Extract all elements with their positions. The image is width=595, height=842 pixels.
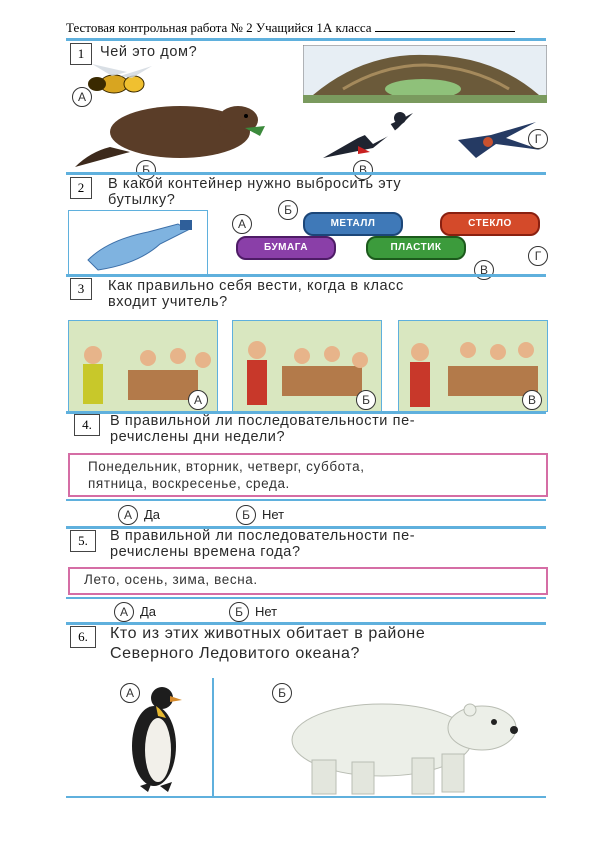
q3-question-line1: Как правильно себя вести, когда в класс (108, 278, 404, 294)
q2-option-a[interactable]: А (232, 214, 252, 234)
plastic-bottle-image (68, 210, 208, 276)
q5-option-b[interactable]: Б (229, 602, 249, 622)
q3-option-v[interactable]: В (522, 390, 542, 410)
q2-question-line1: В какой контейнер нужно выбросить эту (108, 176, 402, 192)
q6-number: 6. (70, 626, 96, 648)
q1-option-a[interactable]: А (72, 87, 92, 107)
q3-question-line2: входит учитель? (108, 294, 228, 310)
q6-separator (212, 678, 214, 796)
anthill-image (303, 45, 547, 103)
q5-option-b-text[interactable]: Нет (255, 604, 278, 619)
q4-number: 4. (74, 414, 100, 436)
beaver-image (70, 92, 270, 172)
q2-option-g[interactable]: Г (528, 246, 548, 266)
q1-option-g[interactable]: Г (528, 129, 548, 149)
q4-question-line1: В правильной ли последовательности пе- (110, 413, 416, 429)
q5-option-a[interactable]: А (114, 602, 134, 622)
q4-bottom-divider (66, 499, 546, 501)
q5-bottom-divider (66, 597, 546, 599)
header-text: Тестовая контрольная работа № 2 Учащийся 1А класса (66, 20, 372, 35)
q6-question-line1: Кто из этих животных обитает в районе (110, 625, 426, 642)
worksheet-header (66, 20, 546, 36)
penguin-image (118, 682, 188, 794)
page-bottom-divider (66, 796, 546, 798)
q5-question-line2: речислены времена года? (110, 544, 301, 560)
q1-option-v[interactable]: В (353, 160, 373, 180)
q3-divider (66, 274, 546, 277)
q1-divider (66, 38, 546, 41)
bin-glass[interactable]: СТЕКЛО (440, 212, 540, 236)
q6-option-b[interactable]: Б (272, 683, 292, 703)
bin-plastic[interactable]: ПЛАСТИК (366, 236, 466, 260)
q2-option-v[interactable]: В (474, 260, 494, 280)
q4-option-a-text[interactable]: Да (144, 507, 161, 522)
bin-metal[interactable]: МЕТАЛЛ (303, 212, 403, 236)
q5-question-line1: В правильной ли последовательности пе- (110, 528, 416, 544)
bin-paper[interactable]: БУМАГА (236, 236, 336, 260)
q5-option-a-text[interactable]: Да (140, 604, 157, 619)
q2-option-b[interactable]: Б (278, 200, 298, 220)
q4-box-line1: Понедельник, вторник, четверг, суббота, (88, 459, 365, 474)
q2-question-line2: бутылку? (108, 192, 176, 208)
q3-option-a[interactable]: А (188, 390, 208, 410)
q4-question-line2: речислены дни недели? (110, 429, 286, 445)
polar-bear-image (272, 688, 522, 796)
q4-option-b-text[interactable]: Нет (262, 507, 285, 522)
q6-question-line2: Северного Ледовитого океана? (110, 645, 361, 662)
q5-box-line1: Лето, осень, зима, весна. (84, 572, 258, 587)
q3-option-b[interactable]: Б (356, 390, 376, 410)
q1-question: Чей это дом? (100, 44, 198, 60)
q5-answer-box (68, 567, 548, 595)
q2-number: 2 (70, 177, 92, 199)
q4-option-b[interactable]: Б (236, 505, 256, 525)
q4-option-a[interactable]: А (118, 505, 138, 525)
q1-number: 1 (70, 43, 92, 65)
q1-option-b[interactable]: Б (136, 160, 156, 180)
woodpecker-image (318, 108, 418, 163)
q6-option-a[interactable]: А (120, 683, 140, 703)
q4-answer-box (68, 453, 548, 497)
q4-box-line2: пятница, воскресенье, среда. (88, 476, 290, 491)
q2-divider (66, 172, 546, 175)
student-name-line[interactable] (375, 21, 515, 32)
q5-number: 5. (70, 530, 96, 552)
q3-number: 3 (70, 278, 92, 300)
